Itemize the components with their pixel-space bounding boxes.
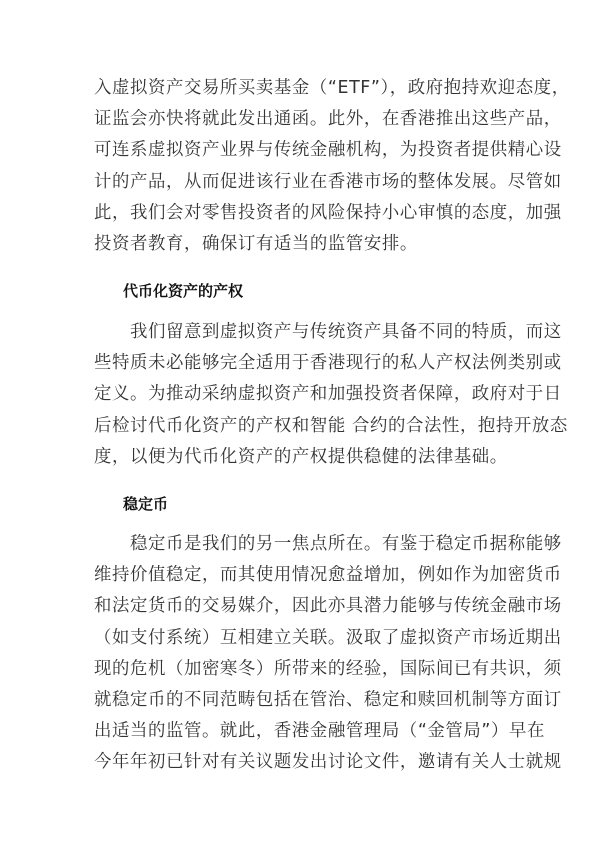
text-line: 可连系虚拟资产业界与传统金融机构，为投资者提供精心设 (94, 140, 562, 161)
text-line: （如支付系统）互相建立关联。汲取了虚拟资产市场近期出 (94, 627, 562, 648)
paragraph-tokenized-assets (94, 317, 568, 473)
text-line: 就稳定币的不同范畴包括在管治、稳定和赎回机制等方面订 (94, 689, 562, 710)
text-line: 后检讨代币化资产的产权和智能 合约的合法性，抱持开放态 (94, 415, 568, 436)
section-heading-tokenized-assets: 代币化资产的产权 (123, 282, 244, 300)
text-line: 今年年初已针对有关议题发出讨论文件，邀请有关人士就规 (94, 752, 562, 773)
text-line: 入虚拟资产交易所买卖基金（“ETF”），政府抱持欢迎态度， (94, 78, 570, 98)
text-line: 度，以便为代币化资产的产权提供稳健的法律基础。 (94, 446, 508, 467)
paragraph-etf (94, 73, 570, 260)
text-line: 证监会亦快将就此发出通函。此外，在香港推出这些产品， (94, 109, 562, 130)
paragraph-stablecoin (94, 529, 562, 779)
text-line: 计的产品，从而促进该行业在香港市场的整体发展。尽管如 (94, 171, 562, 192)
text-line: 现的危机（加密寒冬）所带来的经验，国际间已有共识，须 (94, 658, 562, 679)
text-line: 我们留意到虚拟资产与传统资产具备不同的特质，而这 (94, 322, 562, 342)
text-line: 出适当的监管。就此，香港金融管理局（“金管局”）早在 (94, 721, 545, 742)
section-heading-stablecoin: 稳定币 (123, 495, 169, 513)
text-line: 投资者教育，确保订有适当的监管安排。 (94, 233, 418, 254)
text-line: 些特质未必能够完全适用于香港现行的私人产权法例类别或 (94, 353, 562, 374)
text-line: 稳定币是我们的另一焦点所在。有鉴于稳定币据称能够 (94, 534, 562, 554)
text-line: 维持价值稳定，而其使用情况愈益增加，例如作为加密货币 (94, 565, 562, 586)
text-line: 定义。为推动采纳虚拟资产和加强投资者保障，政府对于日 (94, 384, 562, 405)
text-line: 此，我们会对零售投资者的风险保持小心审慎的态度，加强 (94, 202, 562, 223)
text-line: 和法定货币的交易媒介，因此亦具潜力能够与传统金融市场 (94, 596, 562, 617)
